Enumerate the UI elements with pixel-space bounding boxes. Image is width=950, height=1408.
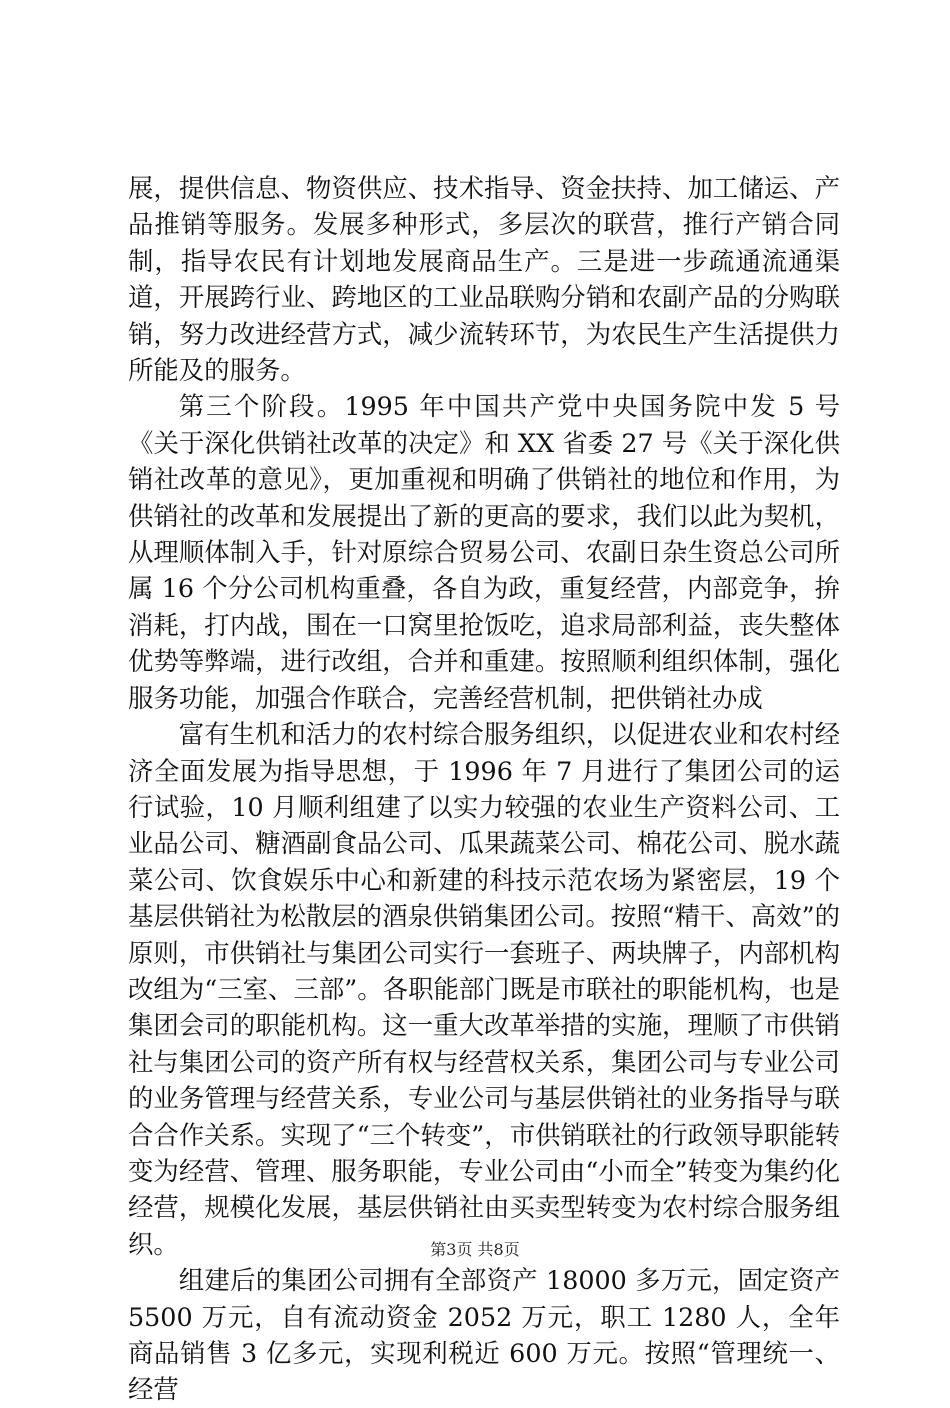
paragraph-third-stage: 第三个阶段。1995 年中国共产党中央国务院中发 5 号《关于深化供销社改革的决定》和 XX 省委 27 号《关于深化供销社改革的意见》，更加重视和明确了供销社的地位和作用，为供销社的改革和发展提出了新的更高的要求，我们以此为契机，从理顺体制入手，针对原综合贸易公司、农副日杂生资总公司所属 16 个分公司机构重叠，各自为政，重复经营，内部竞争，拚消耗，打内战，围在一口窝里抢饭吃，追求局部利益，丧失整体优势等弊端，进行改组，合并和重建。按照顺利组织体制，强化服务功能，加强合作联合，完善经营机制，把供销社办成: [128, 391, 840, 713]
paragraph-group-company-formation: 富有生机和活力的农村综合服务组织，以促进农业和农村经济全面发展为指导思想，于 1996 年 7 月进行了集团公司的运行试验，10 月顺利组建了以实力较强的农业生产资料公司、工业品公司、糖酒副食品公司、瓜果蔬菜公司、棉花公司、脱水蔬菜公司、饮食娱乐中心和新建的科技示范农场为紧密层，19 个基层供销社为松散层的酒泉供销集团公司。按照“精干、高效”的原则，市供销社与集团公司实行一套班子、两块牌子，内部机构改组为“三室、三部”。各职能部门既是市联社的职能机构，也是集团会司的职能机构。这一重大改革举措的实施，理顺了市供销社与集团公司的资产所有权与经营权关系，集团公司与专业公司的业务管理与经营关系，专业公司与基层供销社的业务指导与联合合作关系。实现了“三个转变”，市供销联社的行政领导职能转变为经营、管理、服务职能，专业公司由“小而全”转变为集约化经营，规模化发展，基层供销社由买卖型转变为农村综合服务组织。: [128, 719, 840, 1259]
paragraph-group-company-assets: 组建后的集团公司拥有全部资产 18000 多万元，固定资产5500 万元，自有流动资金 2052 万元，职工 1280 人，全年商品销售 3 亿多元，实现利税近 600 万元。按照“管理统一、经营: [128, 1265, 840, 1405]
page-footer: 第3页 共8页: [430, 1240, 520, 1259]
paragraph-continuation: 展，提供信息、物资供应、技术指导、资金扶持、加工储运、产品推销等服务。发展多种形式，多层次的联营，推行产销合同制，指导农民有计划地发展商品生产。三是进一步疏通流通渠道，开展跨行业、跨地区的工业品联购分销和农副产品的分购联销，努力改进经营方式，减少流转环节，为农民生产生活提供力所能及的服务。: [128, 173, 840, 386]
document-body: [128, 170, 840, 1408]
